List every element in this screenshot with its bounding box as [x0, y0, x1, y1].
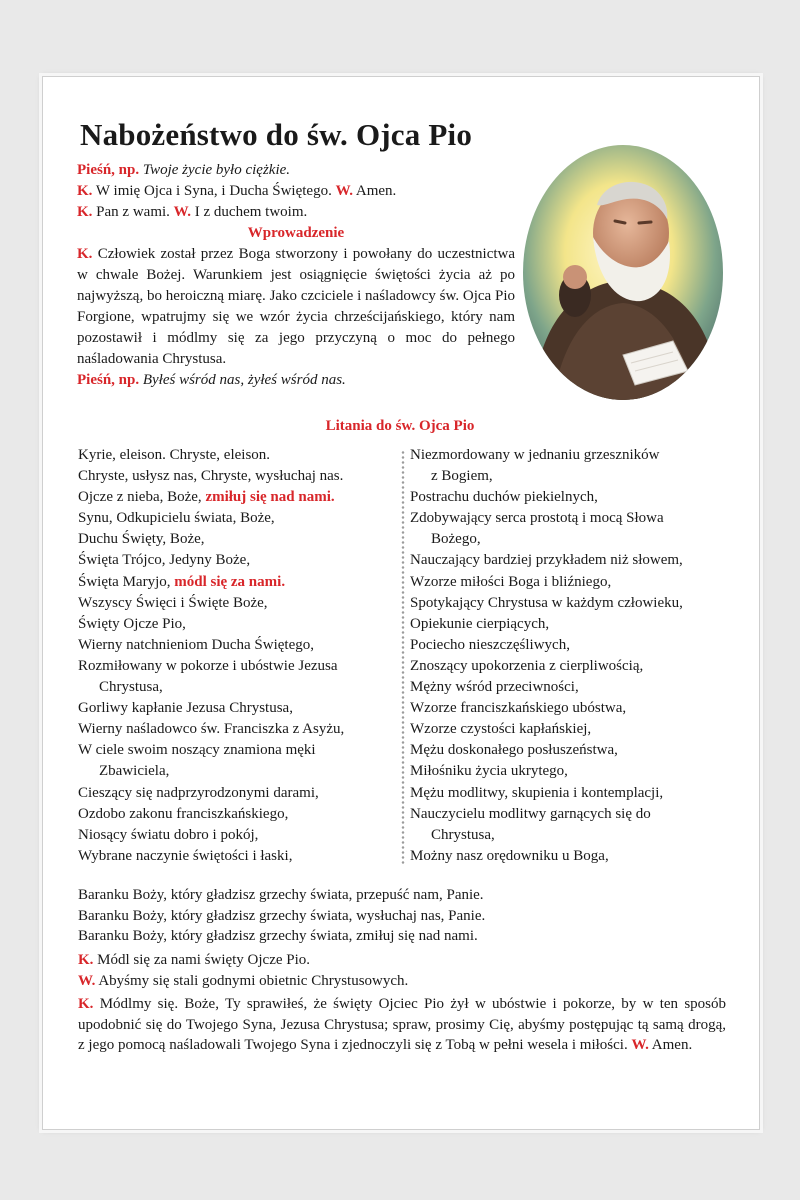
- list-item: Święta Trójco, Jedyny Boże,: [78, 552, 251, 569]
- litany-right-column: [410, 445, 730, 867]
- list-item: Synu, Odkupicielu świata, Boże,: [78, 510, 275, 527]
- list-item: Możny nasz orędowniku u Boga,: [410, 847, 609, 864]
- greeting-line-1: K. W imię Ojca i Syna, i Ducha Świętego. W. Amen.: [77, 183, 397, 199]
- section-heading-introduction: Wprowadzenie: [247, 225, 345, 241]
- agnus-line: Baranku Boży, który gładzisz grzechy świata, przepuść nam, Panie.: [78, 887, 484, 903]
- agnus-line: Baranku Boży, który gładzisz grzechy świata, wysłuchaj nas, Panie.: [78, 907, 486, 924]
- list-item: Mężu doskonałego posłuszeństwa,: [410, 742, 618, 759]
- list-item: Chrystusa,: [99, 679, 163, 696]
- response: W. Abyśmy się stali godnymi obietnic Chrystusowych.: [78, 972, 409, 989]
- list-item: Ozdobo zakonu franciszkańskiego,: [78, 805, 289, 822]
- list-item: Wierny naśladowco św. Franciszka z Asyżu,: [78, 721, 345, 738]
- list-item: Wybrane naczynie świętości i łaski,: [78, 847, 293, 864]
- list-item: z Bogiem,: [431, 468, 493, 485]
- list-item: Gorliwy kapłanie Jezusa Chrystusa,: [78, 700, 293, 717]
- intro-section: [77, 160, 515, 391]
- list-item: Miłośniku życia ukrytego,: [410, 763, 568, 780]
- list-item: Postrachu duchów piekielnych,: [410, 489, 598, 506]
- list-item: Zbawiciela,: [99, 763, 170, 780]
- list-item: Opiekunie cierpiących,: [410, 615, 550, 632]
- list-item: Niosący światu dobro i pokój,: [78, 826, 259, 843]
- list-item: Zdobywający serca prostotą i mocą Słowa: [410, 510, 664, 527]
- litany-left-column: [78, 445, 393, 867]
- list-item: Chrystusa,: [431, 826, 495, 843]
- list-item: Wzorze franciszkańskiego ubóstwa,: [410, 700, 627, 717]
- list-item: Spotykający Chrystusa w każdym człowieku,: [410, 594, 683, 611]
- list-item: Nauczający bardziej przykładem niż słowem,: [410, 552, 683, 569]
- song-line-2: Pieśń, np. Byłeś wśród nas, żyłeś wśród nas.: [77, 372, 346, 388]
- list-item: Wzorze miłości Boga i bliźniego,: [410, 573, 612, 590]
- list-item: Święty Ojcze Pio,: [78, 615, 186, 632]
- list-item: Mężu modlitwy, skupienia i kontemplacji,: [410, 784, 664, 801]
- list-item: Znoszący upokorzenia z cierpliwością,: [410, 657, 644, 674]
- list-item: Cieszący się nadprzyrodzonymi darami,: [78, 784, 319, 801]
- list-item: Kyrie, eleison. Chryste, eleison.: [78, 447, 271, 463]
- list-item: W ciele swoim noszący znamiona męki: [78, 742, 316, 759]
- list-item: Duchu Święty, Boże,: [78, 531, 205, 548]
- closing-prayer: K. Módlmy się. Boże, Ty sprawiłeś, że święty Ojciec Pio żył w ubóstwie i pokorze, by w ten sposób upodobnić się do Twojego Syna, Jezusa Chrystusa; spraw, prosimy Cię, abyśmy postępując tą samą drogą, z jego pomocą naśladowali Twojego Syna i zjednoczyli się z Tobą w pełni wesela i miłości. W. Amen.: [78, 996, 727, 1053]
- agnus-line: Baranku Boży, który gładzisz grzechy świata, zmiłuj się nad nami.: [78, 928, 478, 944]
- list-item: Wzorze czystości kapłańskiej,: [410, 721, 592, 738]
- column-divider: [401, 450, 405, 865]
- song-line-1: Pieśń, np. Twoje życie było ciężkie.: [77, 162, 291, 178]
- list-item: Chryste, usłysz nas, Chryste, wysłuchaj nas.: [78, 468, 344, 485]
- versicle: K. Módl się za nami święty Ojcze Pio.: [78, 952, 311, 968]
- list-item: Wszyscy Święci i Święte Boże,: [78, 594, 268, 611]
- list-item: Mężny wśród przeciwności,: [410, 679, 579, 696]
- list-item: Nauczycielu modlitwy garnących się do: [410, 805, 651, 822]
- litany-heading: Litania do św. Ojca Pio: [325, 418, 475, 434]
- list-item: Pociecho nieszczęśliwych,: [410, 636, 570, 653]
- portrait-illustration: [523, 145, 723, 400]
- agnus-dei-section: [78, 885, 485, 947]
- page-title: Nabożeństwo do św. Ojca Pio: [80, 117, 473, 152]
- greeting-line-2: K. Pan z wami. W. I z duchem twoim.: [77, 204, 308, 220]
- list-item: Bożego,: [431, 531, 481, 548]
- list-item: Rozmiłowany w pokorze i ubóstwie Jezusa: [78, 657, 338, 674]
- introduction-paragraph: K. Człowiek został przez Boga stworzony i powołany do uczestnictwa w chwale Bożej. Warunkiem jest osiągnięcie świętości życia aż po najwyższą, bo heroiczną miarę. Jako czciciele i naśladowcy św. Ojca Pio Forgione, wpatrujmy się we wzór życia chrześcijańskiego, który nam pozostawił i módlmy się za jego przyczyną o moc do pełnego naśladowania Chrystusa.: [77, 246, 516, 367]
- closing-prayer-section: [78, 950, 726, 1056]
- list-item: Wierny natchnieniom Ducha Świętego,: [78, 636, 314, 653]
- saint-portrait-image: [523, 145, 723, 400]
- list-item: Niezmordowany w jednaniu grzeszników: [410, 447, 660, 463]
- list-item: Ojcze z nieba, Boże, zmiłuj się nad nami.: [78, 489, 335, 506]
- list-item: Święta Maryjo, módl się za nami.: [78, 573, 286, 590]
